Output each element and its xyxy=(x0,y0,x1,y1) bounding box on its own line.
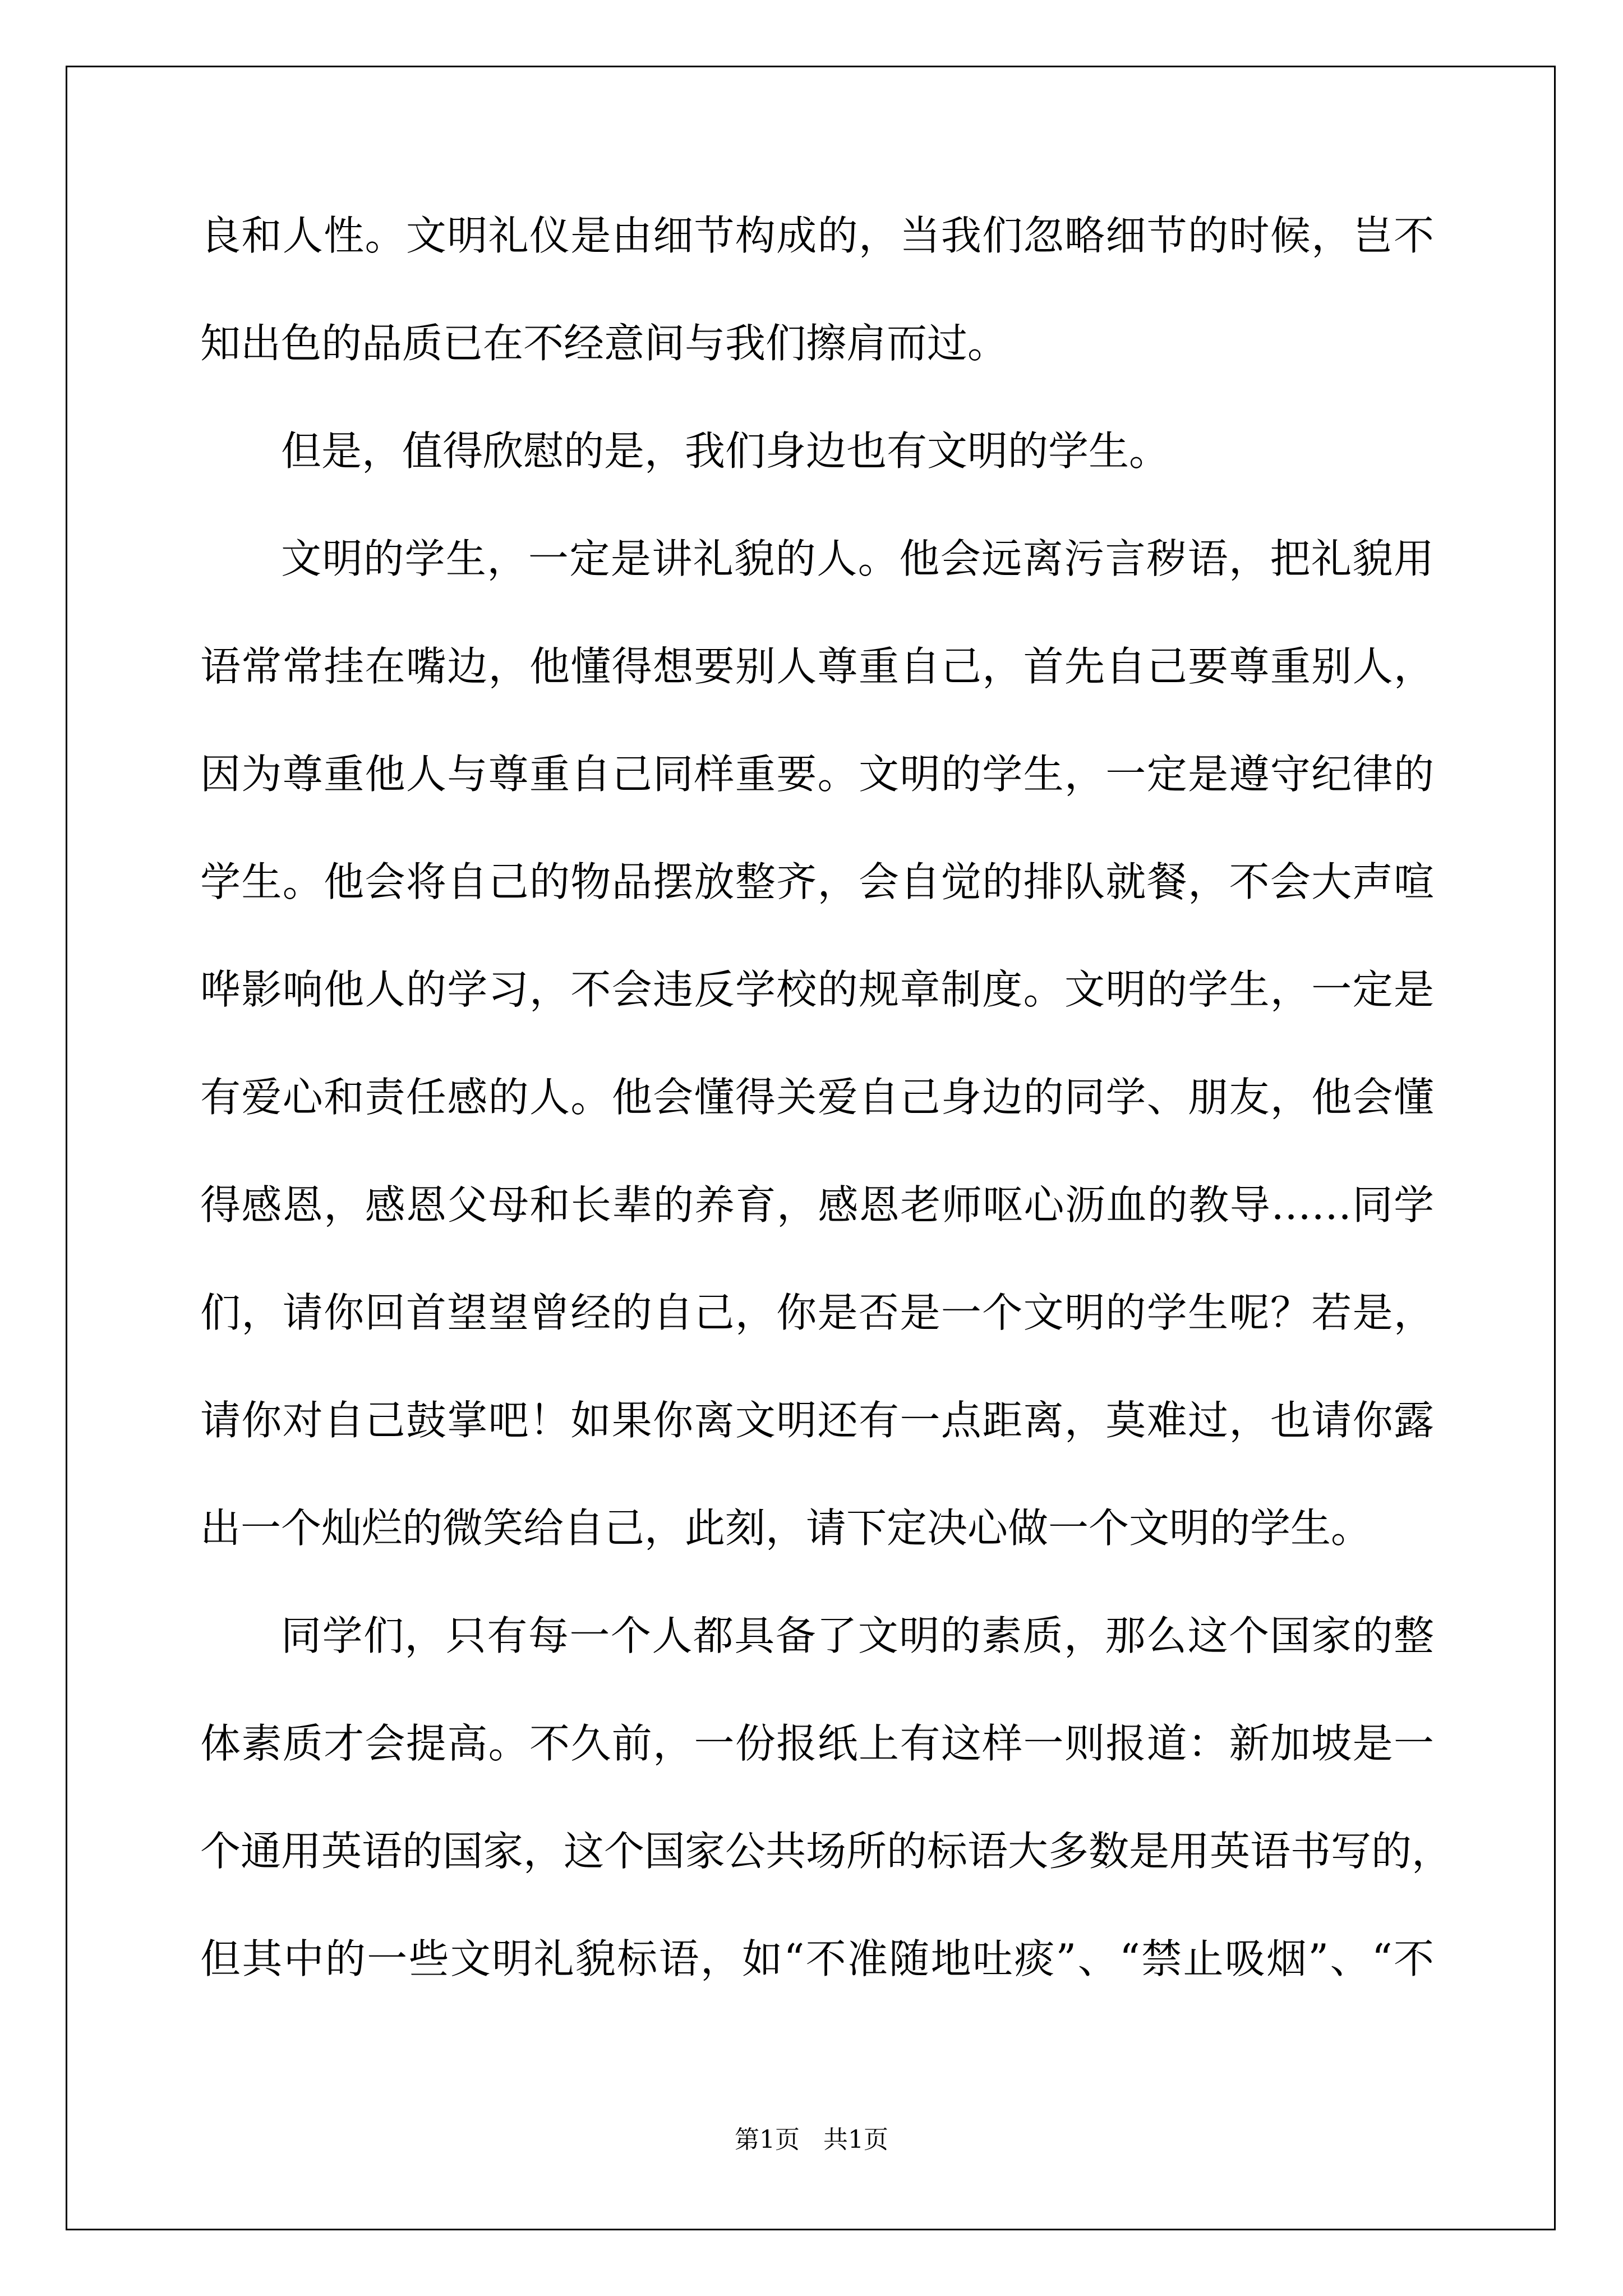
text-line: 体素质才会提高。不久前，一份报纸上有这样一则报道：新加坡是一 xyxy=(200,1720,1434,1767)
text-line: 个通用英语的国家，这个国家公共场所的标语大多数是用英语书写的， xyxy=(200,1828,1453,1875)
text-line: 同学们，只有每一个人都具备了文明的素质，那么这个国家的整 xyxy=(281,1612,1434,1659)
text-line: 哗影响他人的学习，不会违反学校的规章制度。文明的学生，一定是 xyxy=(200,966,1434,1013)
text-line: 们，请你回首望望曾经的自己，你是否是一个文明的学生呢？若是， xyxy=(200,1289,1434,1336)
text-line: 知出色的品质已在不经意间与我们擦肩而过。 xyxy=(200,320,1008,367)
text-line: 但其中的一些文明礼貌标语，如“不准随地吐痰”、“禁止吸烟”、“不 xyxy=(200,1935,1434,1982)
text-line: 学生。他会将自己的物品摆放整齐，会自觉的排队就餐，不会大声喧 xyxy=(200,858,1434,905)
text-line: 请你对自己鼓掌吧！如果你离文明还有一点距离，莫难过，也请你露 xyxy=(200,1397,1434,1444)
text-line: 出一个灿烂的微笑给自己，此刻，请下定决心做一个文明的学生。 xyxy=(200,1504,1372,1552)
text-line: 良和人性。文明礼仪是由细节构成的，当我们忽略细节的时候，岂不 xyxy=(200,212,1434,259)
page-footer: 第1页 共1页 xyxy=(735,2125,888,2154)
text-line: 语常常挂在嘴边，他懂得想要别人尊重自己，首先自己要尊重别人， xyxy=(200,643,1434,690)
text-line: 有爱心和责任感的人。他会懂得关爱自己身边的同学、朋友，他会懂 xyxy=(200,1074,1434,1121)
page-frame xyxy=(66,66,1556,2230)
text-line: 但是，值得欣慰的是，我们身边也有文明的学生。 xyxy=(281,427,1170,475)
text-line: 文明的学生，一定是讲礼貌的人。他会远离污言秽语，把礼貌用 xyxy=(281,535,1434,582)
text-line: 得感恩，感恩父母和长辈的养育，感恩老师呕心沥血的教导……同学 xyxy=(200,1181,1434,1228)
text-line: 因为尊重他人与尊重自己同样重要。文明的学生，一定是遵守纪律的 xyxy=(200,751,1434,798)
